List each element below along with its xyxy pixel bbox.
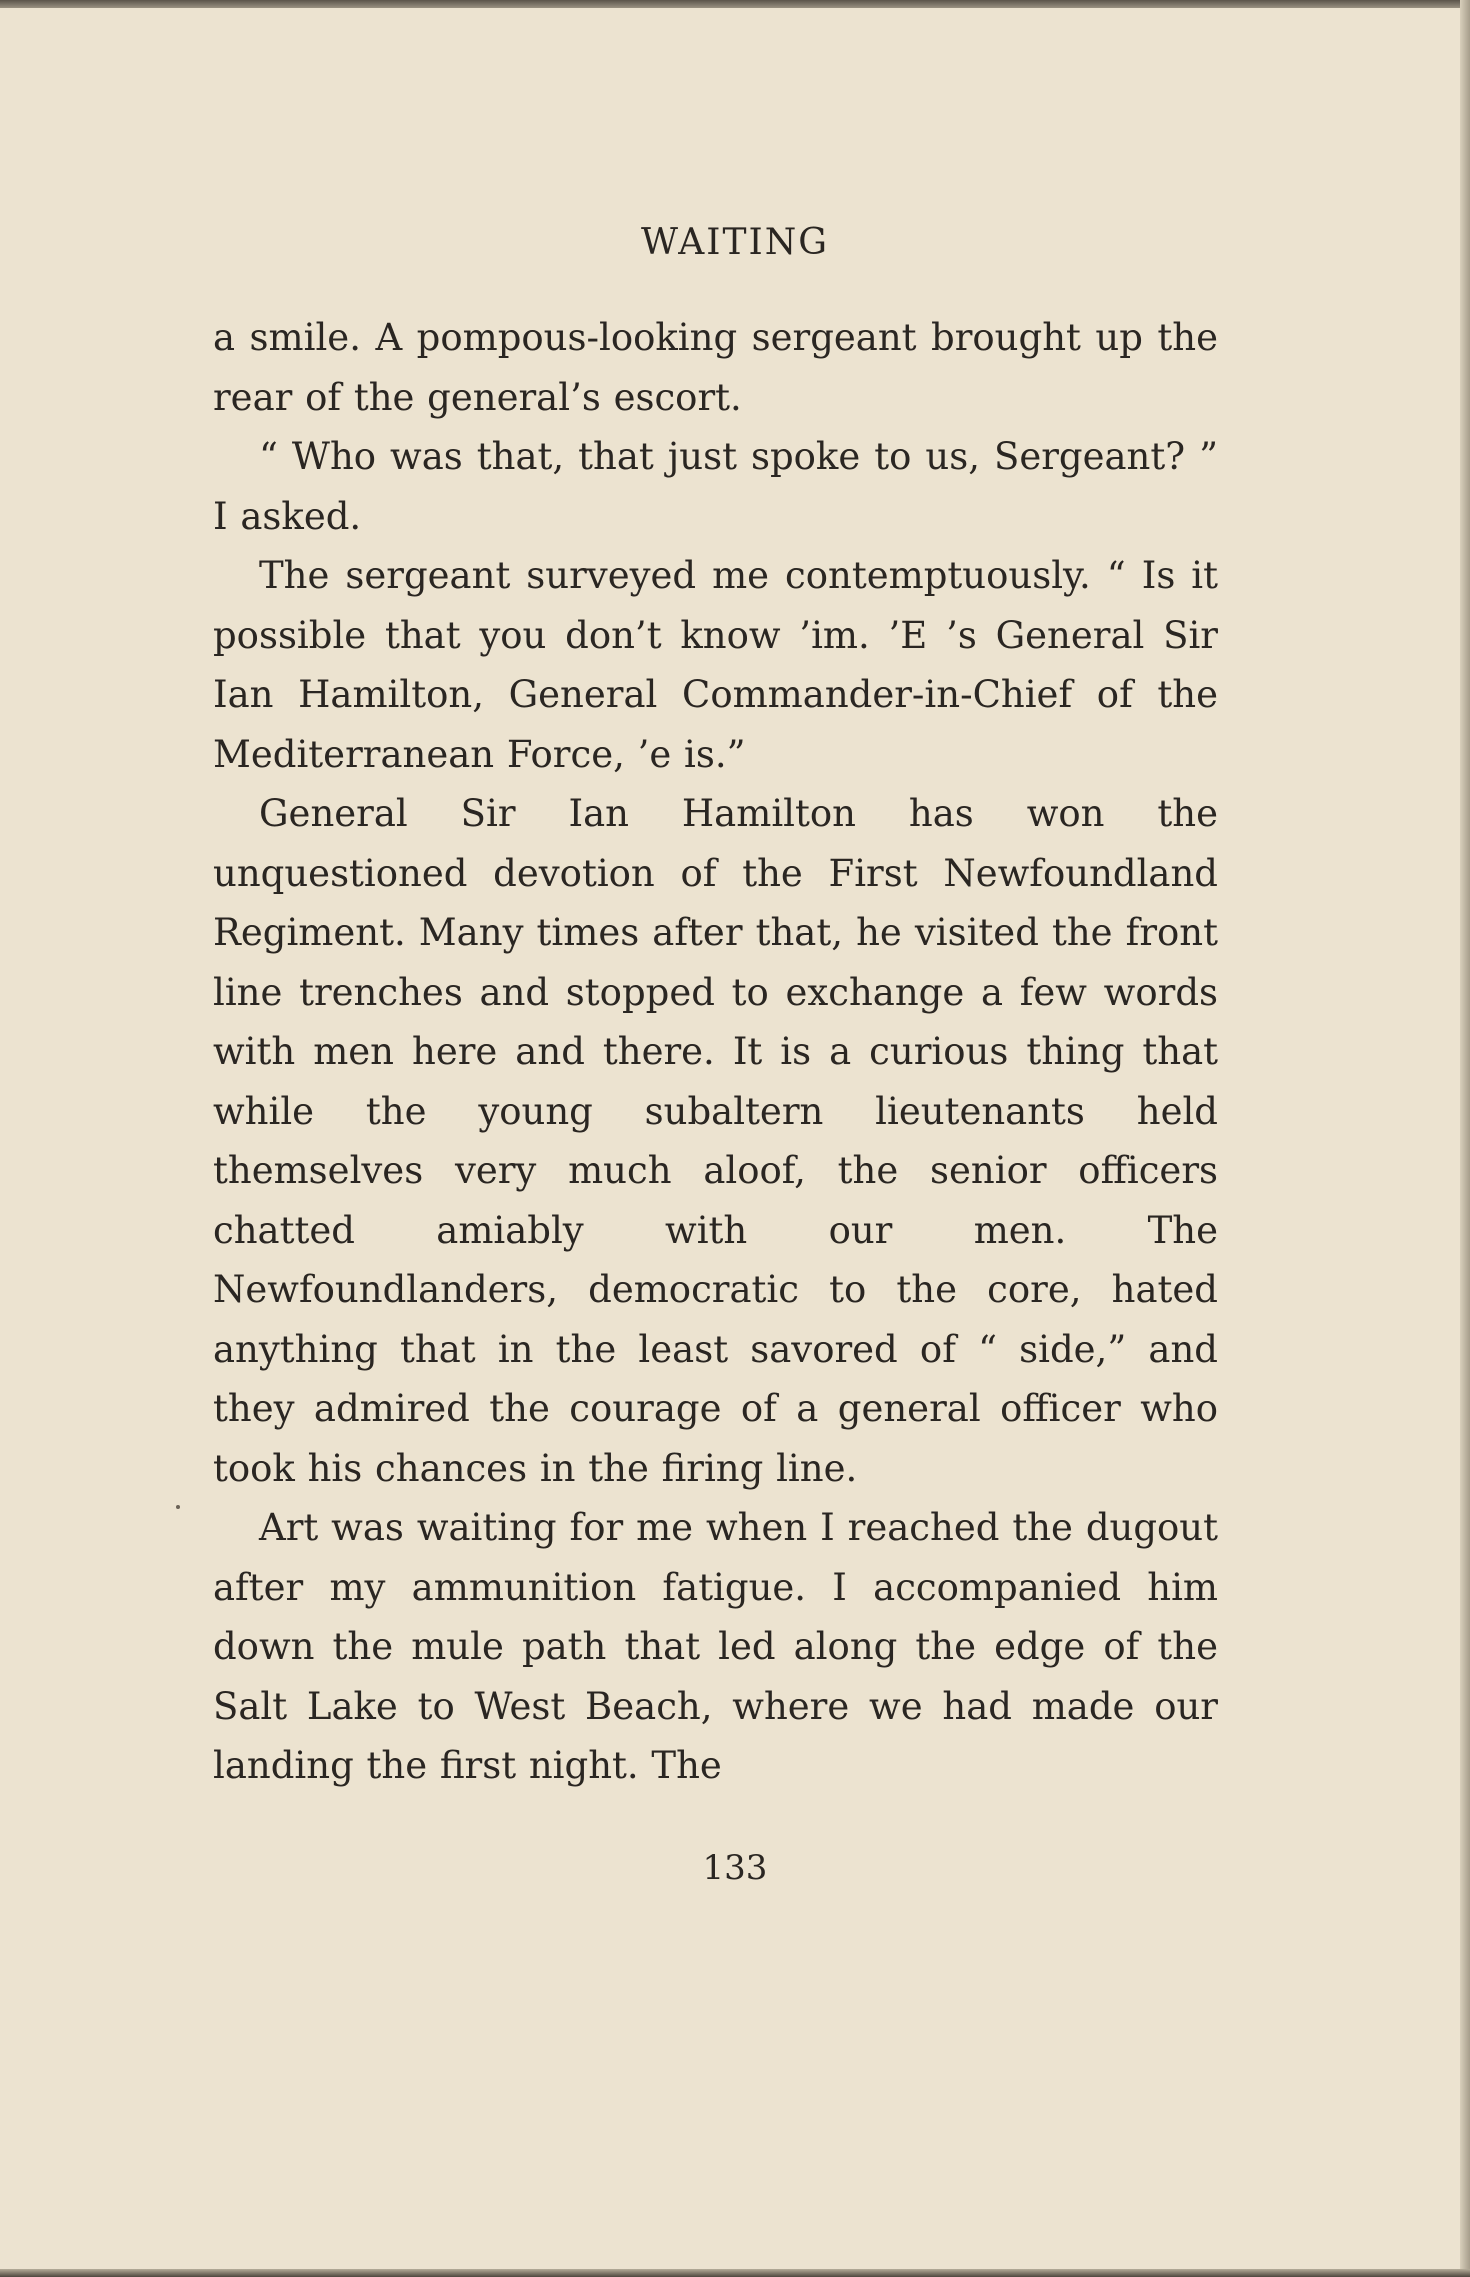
paper-speck (176, 1505, 180, 1509)
paragraph-hamilton: General Sir Ian Hamilton has won the unquestioned devotion of the First Newfoundland Regiment. Many times after that, he visited the front line trenches and stopped to exchange a few words with men here and there. It is a curious thing that while the young subaltern lieutenants held themselves very much aloof, the senior officers chatted amiably with our men. The Newfoundlanders, democratic to the core, hated anything that in the least savored of “ side,” and they admired the courage of a general officer who took his chances in the firing line. (213, 792, 1218, 1490)
paragraph-continued: a smile. A pompous-looking sergeant brought up the rear of the general’s escort. (213, 316, 1218, 419)
paragraph-sergeant-reply: The sergeant surveyed me contemptuously. “ Is it possible that you don’t know ’im. ’E ’s General Sir Ian Hamilton, General Commander-in-Chief of the Mediterranean Force, ’e is.” (213, 554, 1218, 776)
paragraph-art-waiting: Art was waiting for me when I reached the dugout after my ammunition fatigue. I accompanied him down the mule path that led along the edge of the Salt Lake to West Beach, where we had made our landing the first night. The (213, 1506, 1218, 1787)
page-bottom-edge (0, 2269, 1470, 2277)
page-right-edge (1460, 0, 1470, 2277)
body-text (213, 308, 1218, 1796)
running-head: WAITING (641, 222, 829, 263)
page-number: 133 (702, 1848, 768, 1888)
page-top-edge (0, 0, 1470, 8)
paragraph-dialogue-question: “ Who was that, that just spoke to us, Sergeant? ” I asked. (213, 435, 1218, 538)
